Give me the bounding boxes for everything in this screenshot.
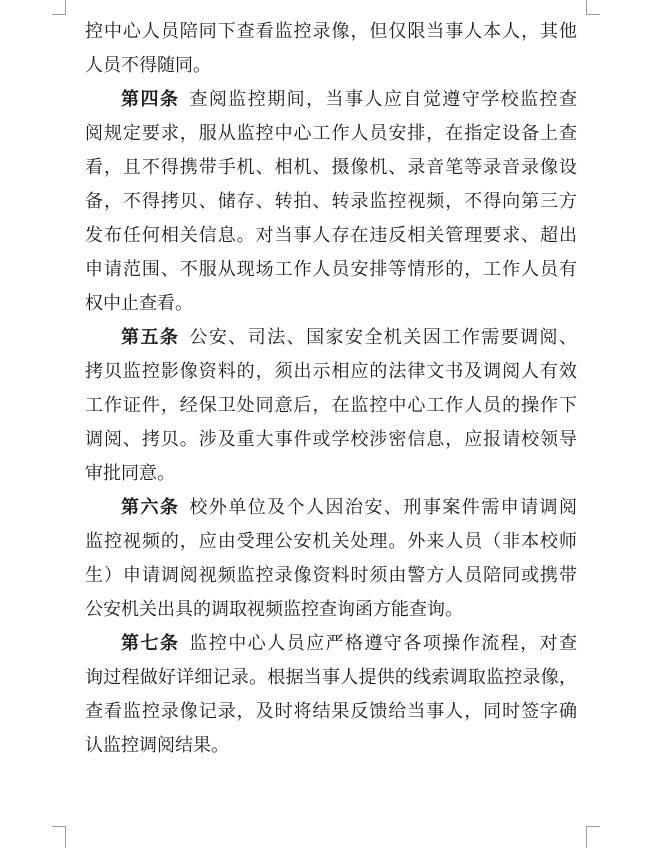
text-line xyxy=(85,695,577,729)
text-line xyxy=(85,389,577,423)
text-line xyxy=(85,729,577,763)
text-line xyxy=(85,661,577,695)
text-line xyxy=(85,49,577,83)
crop-mark-bottom-left xyxy=(52,826,66,827)
line-text: 公安机关出具的调取视频监控查询函方能查询。 xyxy=(85,599,463,620)
document-body xyxy=(85,15,577,763)
article-heading: 第六条 xyxy=(121,497,180,518)
line-text: 校外单位及个人因治安、刑事案件需申请调阅 xyxy=(189,497,578,518)
line-text: 监控视频的，应由受理公安机关处理。外来人员（非本校师 xyxy=(85,531,577,552)
line-text: 生）申请调阅视频监控录像资料时须由警方人员陪同或携带 xyxy=(85,565,577,586)
line-text: 审批同意。 xyxy=(85,463,175,484)
text-line xyxy=(85,117,577,151)
text-line xyxy=(85,185,577,219)
article-heading: 第七条 xyxy=(121,633,180,654)
line-text: 申请范围、不服从现场工作人员安排等情形的，工作人员有 xyxy=(85,259,577,280)
crop-mark-top-right xyxy=(586,0,587,14)
line-text: 询过程做好详细记录。根据当事人提供的线索调取监控录像， xyxy=(85,667,577,688)
line-text: 拷贝监控影像资料的，须出示相应的法律文书及调阅人有效 xyxy=(85,361,577,382)
crop-mark-bottom-right xyxy=(586,826,600,827)
line-text: 工作证件，经保卫处同意后，在监控中心工作人员的操作下 xyxy=(85,395,577,416)
text-line xyxy=(85,457,577,491)
line-text: 控中心人员陪同下查看监控录像，但仅限当事人本人，其他 xyxy=(85,21,577,42)
text-line xyxy=(85,287,577,321)
crop-mark-top-left xyxy=(52,14,66,15)
line-text: 查看监控录像记录，及时将结果反馈给当事人，同时签字确 xyxy=(85,701,577,722)
text-line xyxy=(85,253,577,287)
text-line xyxy=(85,355,577,389)
text-line xyxy=(85,15,577,49)
line-text: 备，不得拷贝、储存、转拍、转录监控视频，不得向第三方 xyxy=(85,191,577,212)
text-line xyxy=(85,525,577,559)
text-line xyxy=(85,559,577,593)
crop-mark-bottom-right xyxy=(586,826,587,848)
line-text: 权中止查看。 xyxy=(85,293,193,314)
crop-mark-bottom-left xyxy=(65,826,66,848)
line-text: 发布任何相关信息。对当事人存在违反相关管理要求、超出 xyxy=(85,225,577,246)
line-text: 查阅监控期间，当事人应自觉遵守学校监控查 xyxy=(189,89,578,110)
line-text: 公安、司法、国家安全机关因工作需要调阅、 xyxy=(189,327,578,348)
line-text: 阅规定要求，服从监控中心工作人员安排，在指定设备上查 xyxy=(85,123,577,144)
article-heading: 第五条 xyxy=(121,327,180,348)
line-text: 认监控调阅结果。 xyxy=(85,735,229,756)
line-text: 调阅、拷贝。涉及重大事件或学校涉密信息，应报请校领导 xyxy=(85,429,577,450)
text-line xyxy=(85,219,577,253)
article-7-first-line xyxy=(85,627,577,661)
crop-mark-top-right xyxy=(586,14,600,15)
line-text: 监控中心人员应严格遵守各项操作流程，对查 xyxy=(189,633,578,654)
text-line xyxy=(85,423,577,457)
line-text: 看，且不得携带手机、相机、摄像机、录音笔等录音录像设 xyxy=(85,157,577,178)
crop-mark-top-left xyxy=(65,0,66,14)
text-line xyxy=(85,593,577,627)
article-5-first-line xyxy=(85,321,577,355)
line-text: 人员不得随同。 xyxy=(85,55,211,76)
article-6-first-line xyxy=(85,491,577,525)
text-line xyxy=(85,151,577,185)
article-4-first-line xyxy=(85,83,577,117)
article-heading: 第四条 xyxy=(121,89,180,110)
